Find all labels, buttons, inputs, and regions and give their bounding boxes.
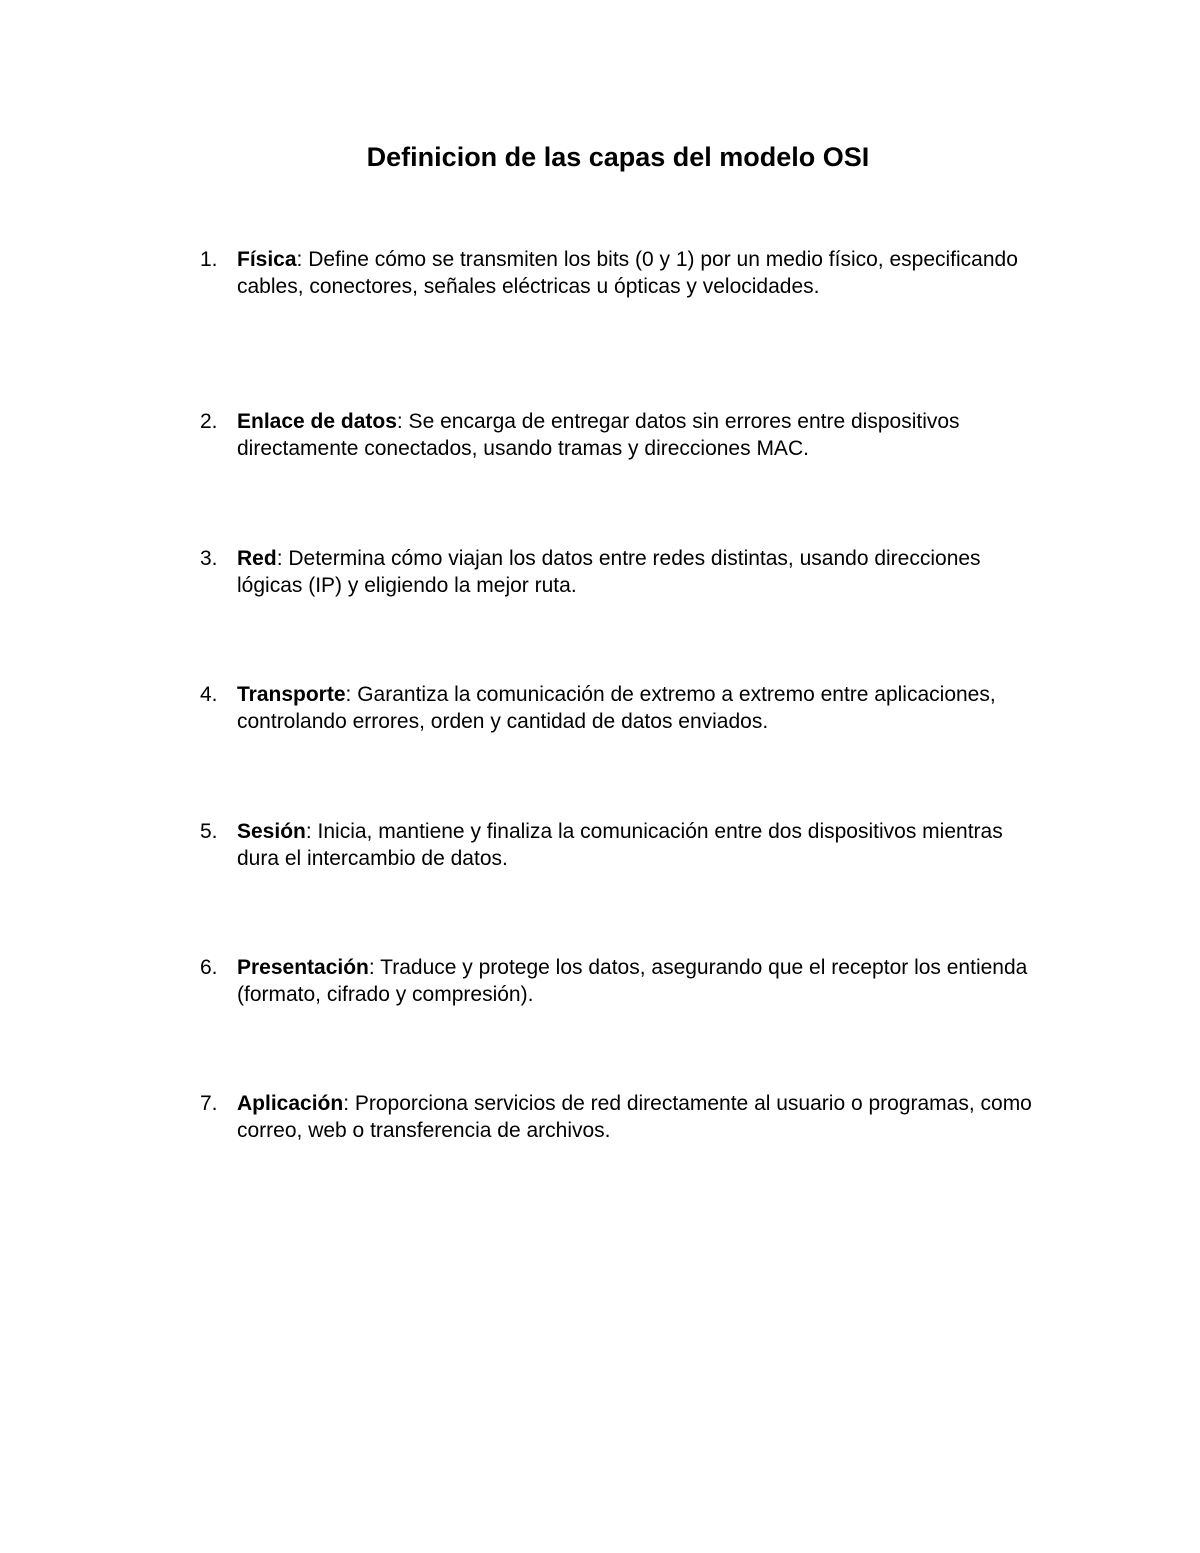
list-item-text — [237, 681, 1037, 735]
list-item-text — [237, 246, 1037, 300]
list-item-number: 1. — [200, 248, 218, 271]
list-item-number: 3. — [200, 547, 218, 570]
layer-term: Aplicación — [237, 1092, 344, 1115]
list-item-text — [237, 545, 1037, 599]
layer-term: Enlace de datos — [237, 410, 397, 433]
layer-description: : Se encarga de entregar datos sin errores entre dispositivos directamente conectados, usando tramas y direcciones MAC. — [237, 410, 960, 460]
layer-description: : Inicia, mantiene y finaliza la comunicación entre dos dispositivos mientras dura el intercambio de datos. — [237, 820, 1003, 870]
layer-description: : Define cómo se transmiten los bits (0 y 1) por un medio físico, especificando cables, conectores, señales eléctricas u ópticas y velocidades. — [237, 248, 1018, 298]
list-item-text — [237, 818, 1037, 872]
list-item-number: 7. — [200, 1092, 218, 1115]
list-item-text — [237, 408, 1037, 462]
list-item-number: 2. — [200, 410, 218, 433]
layer-term: Física — [237, 248, 297, 271]
layer-description: : Traduce y protege los datos, asegurando que el receptor los entienda (formato, cifrado y compresión). — [237, 956, 1028, 1006]
layer-term: Transporte — [237, 683, 346, 706]
layer-description: : Determina cómo viajan los datos entre redes distintas, usando direcciones lógicas (IP) y eligiendo la mejor ruta. — [237, 547, 981, 597]
list-item-number: 6. — [200, 956, 218, 979]
layer-term: Sesión — [237, 820, 306, 843]
layer-term: Presentación — [237, 956, 369, 979]
list-item-text — [237, 954, 1037, 1008]
list-item-number: 4. — [200, 683, 218, 706]
list-item-text — [237, 1090, 1037, 1144]
layer-term: Red — [237, 547, 277, 570]
document-title: Definicion de las capas del modelo OSI — [366, 142, 870, 172]
layer-description: : Garantiza la comunicación de extremo a extremo entre aplicaciones, controlando errores, orden y cantidad de datos enviados. — [237, 683, 996, 733]
layer-description: : Proporciona servicios de red directamente al usuario o programas, como correo, web o transferencia de archivos. — [237, 1092, 1032, 1142]
list-item-number: 5. — [200, 820, 218, 843]
